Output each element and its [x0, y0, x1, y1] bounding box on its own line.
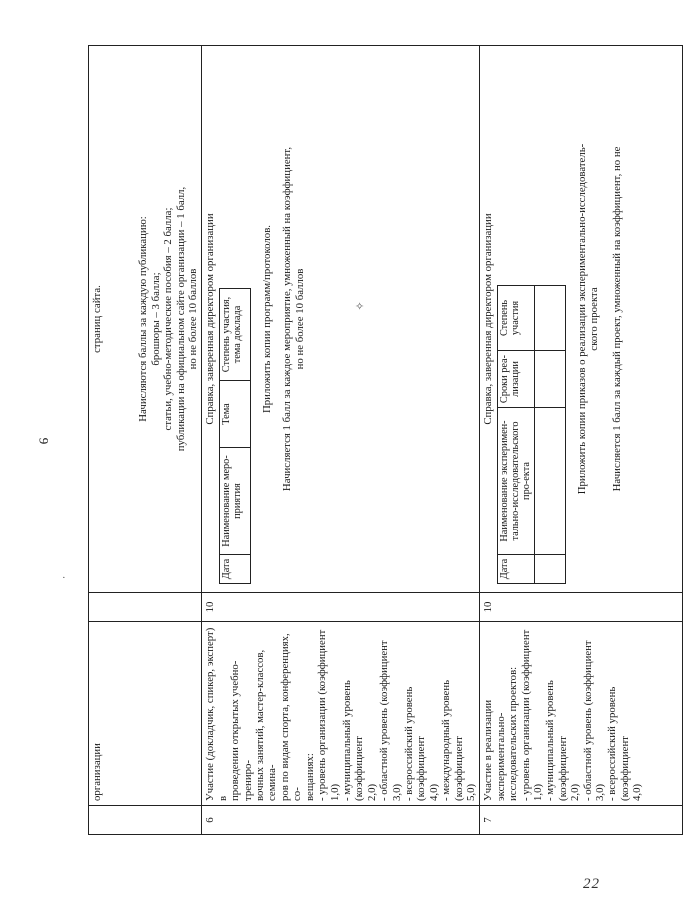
doc-line: брошюры – 3 балла; — [149, 272, 162, 366]
criterion-line: исследовательских проектов: — [507, 666, 520, 801]
table-row — [480, 46, 683, 835]
inner-header-cell: Наименование эксперимен-тально-исследовательского про-екта — [497, 408, 534, 555]
document-cell — [89, 46, 202, 593]
doc-title: Справка, заверенная директором организации — [482, 213, 495, 425]
criterion-line: вочных занятий, мастер-классов, семина- — [254, 649, 279, 801]
page-number: 9 — [36, 437, 52, 445]
criterion-line: ров по видам спорта, конференциях, со- — [278, 633, 304, 801]
criterion-line: 5,0) — [464, 783, 477, 801]
inner-header-cell: Степень участия, тема доклада — [219, 289, 250, 381]
inner-empty-cell — [534, 351, 565, 408]
criterion-line: 2,0) — [569, 783, 582, 801]
criterion-line: - всероссийский уровень (коэффициент — [402, 686, 428, 801]
inner-header-row — [497, 286, 534, 584]
points-cell — [89, 593, 202, 622]
criterion-line: проведении открытых учебно-трениро- — [229, 660, 254, 801]
inner-header-cell: Сроки реа-лизации — [497, 351, 534, 408]
doc-line: статьи, учебно-методические пособия – 2 балла; — [162, 207, 175, 431]
inner-empty-cell — [534, 555, 565, 584]
document-cell — [202, 46, 480, 593]
doc-note: ского проекта — [588, 287, 601, 351]
doc-line: Начисляются баллы за каждую публикацию: — [137, 216, 150, 422]
document-cell — [480, 46, 683, 593]
criteria-table — [88, 45, 683, 835]
table-row — [89, 46, 202, 835]
inner-header-cell: Тема — [219, 381, 250, 448]
criterion-line: вещаниях: — [303, 753, 316, 801]
criterion-cell — [480, 622, 683, 806]
handwritten-page-number: 22 — [583, 876, 600, 892]
points-cell: 10 — [480, 593, 683, 622]
row-number-cell — [89, 806, 202, 835]
doc-title: Справка, заверенная директором организации — [204, 213, 217, 425]
doc-line: но не более 10 баллов — [187, 268, 200, 370]
inner-header-cell: Степень участия — [497, 286, 534, 351]
inner-table — [219, 288, 251, 584]
inner-header-cell: Дата — [219, 555, 250, 584]
rotated-table-wrapper — [88, 45, 644, 835]
table-row — [202, 46, 480, 835]
scan-speck: ✧ — [355, 301, 365, 313]
criterion-text: организации — [91, 743, 103, 801]
inner-empty-row — [534, 286, 565, 584]
scan-speck: · — [62, 572, 66, 584]
criterion-line: Участие (докладчик, спикер, эксперт) в — [204, 627, 229, 801]
inner-empty-cell — [534, 408, 565, 555]
inner-empty-cell — [534, 286, 565, 351]
criterion-line: - областной уровень (коэффициент 3,0) — [378, 640, 403, 801]
doc-line: публикации на официальном сайте организации – 1 балл, — [174, 186, 187, 452]
criterion-line: - всероссийский уровень (коэффициент — [606, 686, 631, 801]
inner-table — [497, 285, 566, 584]
criterion-cell — [89, 622, 202, 806]
inner-header-cell: Наименование меро-приятия — [219, 448, 250, 555]
criterion-line: Участие в реализации экспериментально- — [482, 699, 507, 801]
criterion-line: - международный уровень (коэффициент — [440, 679, 465, 801]
doc-note: Приложить копии приказов о реализации экспериментально-исследователь- — [575, 143, 588, 495]
criterion-line: - областной уровень (коэффициент 3,0) — [581, 640, 607, 801]
doc-note: Приложить копии программ/протоколов. — [260, 225, 273, 414]
criterion-cell — [202, 622, 480, 806]
criterion-line: - уровень организации (коэффициент 1,0) — [316, 629, 341, 801]
doc-note: Начисляется 1 балл за каждое мероприятие, умноженный на коэффициент, — [281, 146, 294, 492]
criterion-line: 4,0) — [427, 783, 440, 801]
doc-line: страниц сайта. — [91, 285, 103, 353]
criterion-line: - муниципальный уровень (коэффициент — [544, 680, 569, 801]
row-number-cell: 7 — [480, 806, 683, 835]
inner-header-cell: Дата — [497, 555, 534, 584]
criterion-line: 4,0) — [631, 783, 644, 801]
inner-header-row — [219, 289, 250, 584]
criterion-line: 2,0) — [365, 783, 378, 801]
criterion-line: - муниципальный уровень (коэффициент — [340, 680, 366, 801]
points-cell: 10 — [202, 593, 480, 622]
row-number-cell: 6 — [202, 806, 480, 835]
doc-note: Начисляется 1 балл за каждый проект, умноженный на коэффициент, но не — [610, 146, 623, 492]
doc-note: но не более 10 баллов — [293, 268, 306, 370]
criterion-line: - уровень организации (коэффициент 1,0) — [519, 629, 544, 801]
